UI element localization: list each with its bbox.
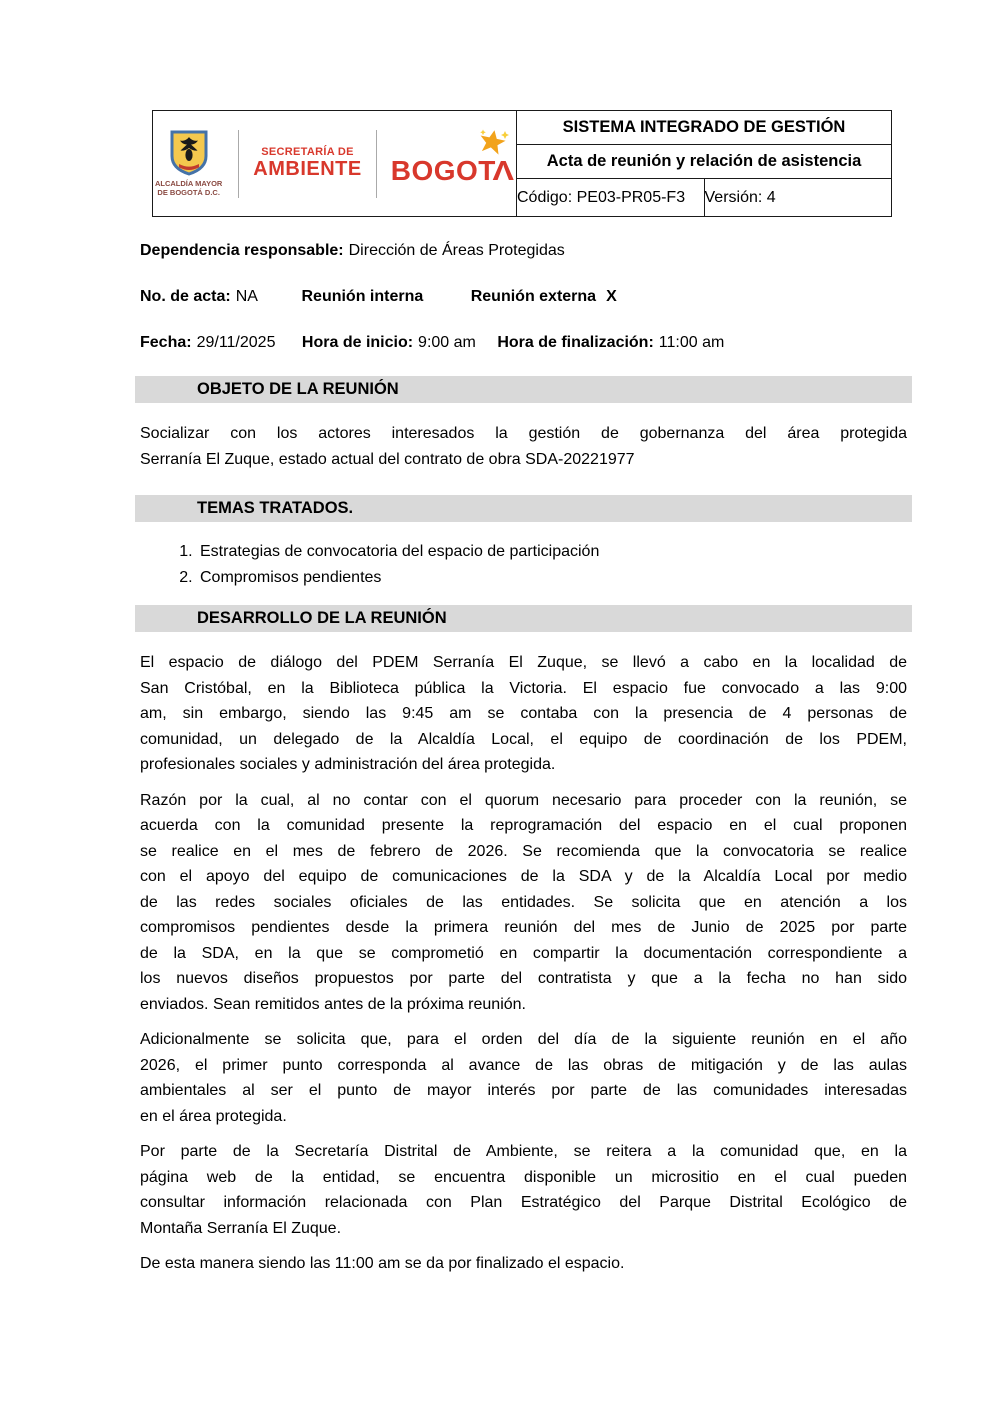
- dependencia-line: [140, 242, 907, 262]
- logo-row: [153, 130, 516, 198]
- logo-divider: [376, 130, 377, 198]
- alcaldia-caption-line2: DE BOGOTÁ D.C.: [157, 188, 220, 197]
- version-cell: [704, 179, 892, 217]
- text-line: de la SDA, en la que se comprometió en compartir la documentación correspondiente a: [140, 944, 907, 962]
- text-line: Razón por la cual, al no contar con el quorum necesario para proceder con la reunión, se: [140, 791, 907, 809]
- hora-fin-label: Hora de finalización:: [497, 334, 654, 351]
- text-line: consultar información relacionada con Plan Estratégico del Parque Distrital Ecológico de: [140, 1194, 907, 1211]
- version-value: 4: [766, 188, 776, 206]
- text-line: los nuevos diseños propuestos por parte del contratista y que a la fecha no han sido: [140, 970, 907, 987]
- secretaria-ambiente-logo: [253, 146, 361, 181]
- text-line: profesionales sociales y administración del área protegida.: [140, 756, 556, 773]
- secretaria-line2: AMBIENTE: [253, 158, 362, 180]
- desarrollo-paragraph-2: [140, 788, 907, 1018]
- secretaria-line1: SECRETARÍA DE: [261, 146, 354, 158]
- text-line: Serranía El Zuque, estado actual del contrato de obra SDA-20221977: [140, 450, 635, 468]
- text-line: de las redes sociales oficiales de las entidades. Se solicita que en atención a los: [140, 893, 907, 911]
- system-title: SISTEMA INTEGRADO DE GESTIÓN: [517, 111, 892, 145]
- text-line: Adicionalmente se solicita que, para el orden del día de la siguiente reunión en el año: [140, 1031, 907, 1048]
- alcaldia-caption-line1: ALCALDÍA MAYOR: [154, 179, 223, 188]
- reunion-externa-mark: X: [606, 288, 617, 305]
- temas-list: [140, 539, 907, 591]
- objeto-body: [140, 421, 907, 472]
- alcaldia-mayor-logo: [153, 130, 224, 197]
- document-header-table: [152, 110, 892, 217]
- fecha-line: [140, 334, 907, 354]
- hora-inicio-label: Hora de inicio:: [301, 334, 414, 351]
- document-title: Acta de reunión y relación de asistencia: [517, 145, 892, 179]
- alcaldia-shield-icon: [169, 130, 209, 176]
- codigo-value: PE03-PR05-F3: [576, 188, 686, 206]
- text-line: página web de la entidad, se encuentra disponible un micrositio en el cual pueden: [140, 1168, 907, 1186]
- reunion-externa-label: Reunión externa: [470, 288, 597, 305]
- bogota-text: BOGOT: [390, 154, 496, 186]
- logos-cell: [153, 111, 517, 217]
- desarrollo-paragraph-4: [140, 1139, 907, 1241]
- text-line: Socializar con los actores interesados la gestión de gobernanza del área protegida: [140, 425, 907, 442]
- desarrollo-paragraph-5: [140, 1251, 907, 1277]
- section-heading-objeto: OBJETO DE LA REUNIÓN: [135, 376, 912, 403]
- codigo-label: Código:: [517, 188, 573, 206]
- text-line: 2026, el primer punto corresponda al avance de las obras de mitigación y de las aulas: [140, 1056, 907, 1074]
- text-line: con el apoyo del equipo de comunicaciones de la SDA y de la Alcaldía Local por medio: [140, 868, 907, 885]
- version-label: Versión:: [704, 188, 763, 206]
- text-line: Por parte de la Secretaría Distrital de Ambiente, se reitera a la comunidad que, en la: [140, 1143, 907, 1160]
- text-line: San Cristóbal, en la Biblioteca pública la Victoria. El espacio fue convocado a las 9:00: [140, 679, 907, 697]
- text-line: De esta manera siendo las 11:00 am se da por finalizado el espacio.: [140, 1255, 625, 1272]
- logo-divider: [238, 130, 239, 198]
- reunion-interna-label: Reunión interna: [301, 288, 424, 305]
- tema-item-1: 1. Estrategias de convocatoria del espacio de participación: [197, 539, 907, 565]
- meta-block: [140, 242, 907, 354]
- text-line: acuerda con la comunidad presente la reprogramación del espacio en el cual proponen: [140, 817, 907, 834]
- alcaldia-caption: [153, 179, 224, 197]
- acta-line: [140, 288, 907, 308]
- text-line: comunidad, un delegado de la Alcaldía Local, el equipo de coordinación de los PDEM,: [140, 730, 907, 748]
- acta-document-page: [140, 110, 907, 1277]
- bogota-logo: [391, 133, 516, 195]
- text-line: enviados. Sean remitidos antes de la próxima reunión.: [140, 995, 526, 1013]
- text-line: El espacio de diálogo del PDEM Serranía El Zuque, se llevó a cabo en la localidad de: [140, 654, 907, 671]
- codigo-cell: [517, 179, 705, 217]
- tema-item-2: 2. Compromisos pendientes: [197, 565, 907, 591]
- bogota-stylized-a: Λ: [492, 154, 515, 186]
- text-line: ambientales al ser el punto de mayor interés por parte de las comunidades interesadas: [140, 1082, 907, 1099]
- acta-value: NA: [235, 288, 258, 305]
- text-line: compromisos pendientes desde la primera reunión del mes de Junio de 2025 por parte: [140, 919, 907, 936]
- text-line: Montaña Serranía El Zuque.: [140, 1219, 342, 1237]
- fecha-label: Fecha:: [140, 334, 192, 351]
- fecha-value: 29/11/2025: [196, 334, 276, 351]
- text-line: en el área protegida.: [140, 1107, 287, 1125]
- section-heading-temas: TEMAS TRATADOS.: [135, 495, 912, 522]
- dependencia-label: Dependencia responsable:: [140, 242, 344, 259]
- section-heading-desarrollo: DESARROLLO DE LA REUNIÓN: [135, 605, 912, 632]
- hora-fin-value: 11:00 am: [658, 334, 725, 351]
- text-line: se realice en el mes de febrero de 2026. Se recomienda que la convocatoria se realice: [140, 842, 907, 860]
- dependencia-value: Dirección de Áreas Protegidas: [348, 242, 565, 259]
- bogota-wordmark: [391, 155, 513, 187]
- hora-inicio-value: 9:00 am: [418, 334, 476, 351]
- desarrollo-paragraph-1: [140, 650, 907, 778]
- acta-label: No. de acta:: [140, 288, 231, 305]
- desarrollo-paragraph-3: [140, 1027, 907, 1129]
- text-line: am, sin embargo, siendo las 9:45 am se contaba con la presencia de 4 personas de: [140, 705, 907, 722]
